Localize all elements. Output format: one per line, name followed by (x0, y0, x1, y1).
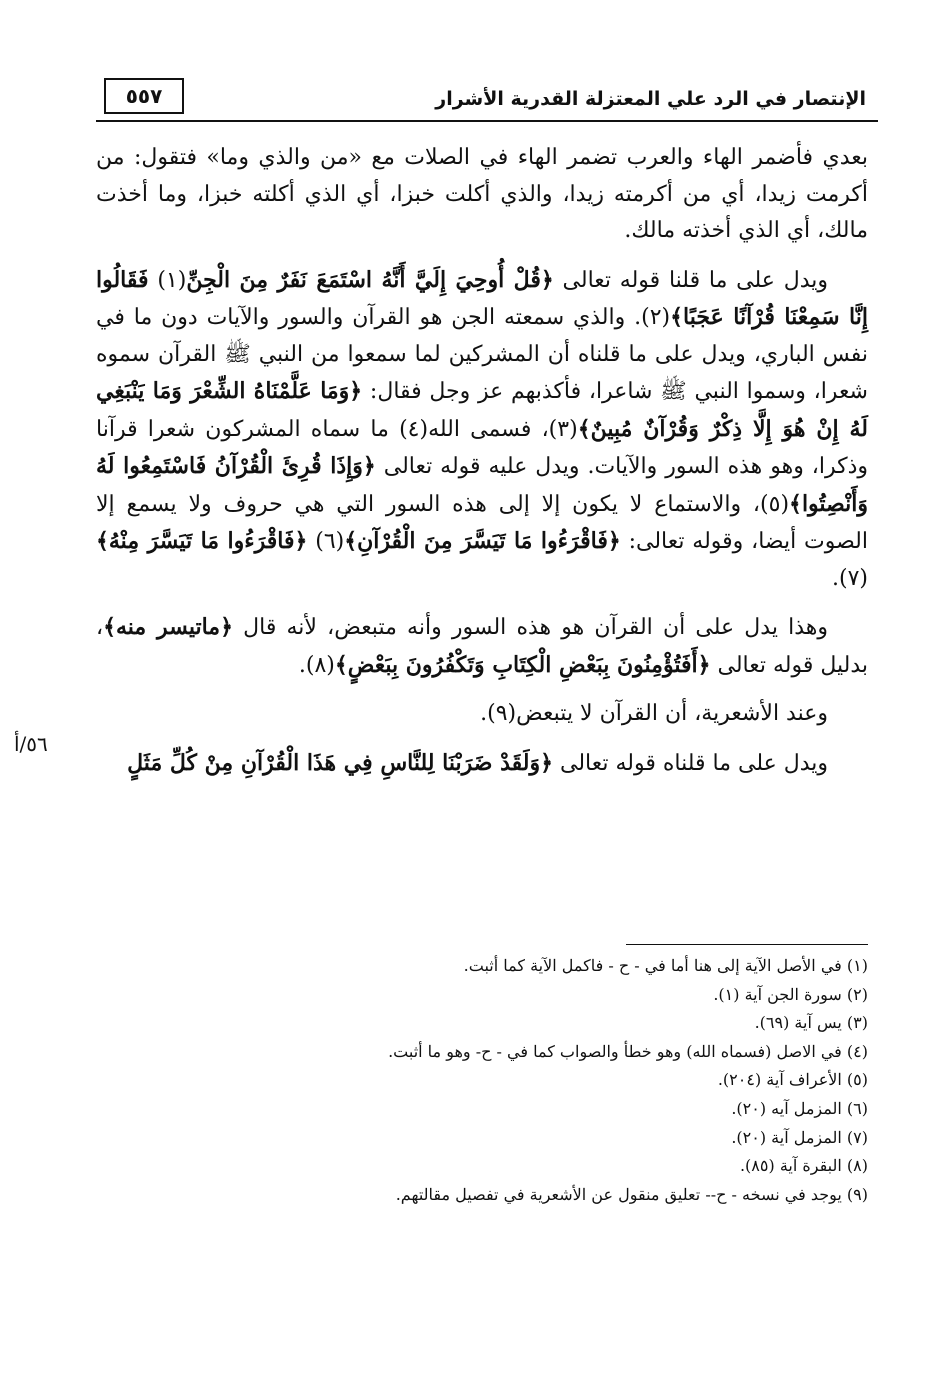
paragraph (96, 262, 868, 598)
header-rule (96, 120, 878, 122)
text-run: (٣)، فسمى الله(٤) ما سماه المشركون شعرا قرآنا وذكرا، وهو هذه السور والآيات. ويدل عليه قوله تعالى (96, 416, 868, 479)
footnote: (٢) سورة الجن آية (١). (713, 984, 868, 1004)
text-run: (٦) (307, 529, 345, 554)
running-header (96, 72, 878, 122)
main-text (96, 140, 868, 794)
footnote: (٧) المزمل آية (٢٠). (731, 1127, 868, 1147)
text-run: بعدي فأضمر الهاء والعرب تضمر الهاء في الصلات مع «من والذي وما» فتقول: من أكرمت زيدا، أي من أكرمته زيدا، والذي أكلت خبزا، أي الذي أكلته خبزا، وما أخذت مالك، أي الذي أخذته مالك. (96, 145, 868, 243)
quran-quote: ﴿ماتيسر منه﴾ (103, 614, 233, 640)
footnote: (٦) المزمل آيه (٢٠). (731, 1098, 868, 1118)
footnote: (٥) الأعراف آية (٢٠٤). (717, 1070, 868, 1090)
quran-quote: ﴿أَفَتُؤْمِنُونَ بِبَعْضِ الْكِتَابِ وَتَكْفُرُونَ بِبَعْضٍ﴾ (334, 651, 711, 678)
quran-quote: فَقَالُوا إِنَّا سَمِعْنَا قُرْآنًا عَجَبًا﴾ (96, 266, 868, 330)
text-run: ، بدليل قوله تعالى (96, 615, 868, 678)
quran-quote: ﴿قُلْ أُوحِيَ إِلَيَّ أَنَّهُ اسْتَمَعَ نَفَرٌ مِنَ الْجِنِّ (186, 266, 554, 293)
paragraph (96, 696, 868, 733)
footnote: (٤) في الاصل (فسماه الله) وهو خطأ والصواب كما في - ح- وهو ما أثبت. (388, 1041, 868, 1061)
text-run: (٥)، والاستماع لا يكون إلا إلى هذه السور التي هي حروف ولا يسمع إلا الصوت أيضا، وقوله تعالى: (96, 491, 869, 554)
quran-quote: ﴿وَمَا عَلَّمْنَاهُ الشِّعْرَ وَمَا يَنْبَغِي لَهُ إِنْ هُوَ إِلَّا ذِكْرٌ وَقُرْآنٌ مُبِينٌ﴾ (96, 378, 868, 442)
footnote-separator (626, 944, 868, 945)
text-run: ويدل على ما قلنا قوله تعالى (553, 267, 828, 293)
quran-quote: ﴿وَإِذَا قُرِئَ الْقُرْآنُ فَاسْتَمِعُوا لَهُ وَأَنْصِتُوا﴾ (96, 453, 868, 517)
footnote: (٨) البقرة آية (٨٥). (739, 1156, 868, 1176)
footnote: (٩) يوجد في نسخه - ح-- تعليق منقول عن الأشعرية في تفصيل مقالتهم. (395, 1184, 868, 1204)
footnotes (150, 952, 868, 1209)
text-run: (٨). (298, 652, 335, 678)
quran-quote: ﴿وَلَقَدْ ضَرَبْنَا لِلنَّاسِ فِي هَذَا الْقُرْآنِ مِنْ كُلِّ مَثَلٍ (127, 749, 553, 776)
margin-folio-note: ٥٦/أ (14, 732, 48, 756)
footnote: (١) في الأصل الآية إلى هنا أما في - ح - فاكمل الآية كما أثبت. (463, 956, 868, 975)
book-title: الإنتصار في الرد علي المعتزلة القدرية الأشرار (435, 88, 866, 110)
text-run: (٢). والذي سمعته الجن هو القرآن والسور والآيات دون ما في نفس الباري، ويدل على ما قلناه أن المشركين لما سمعوا من النبي ﷺ القرآن سموه شعرا، وسموا النبي ﷺ شاعرا، فأكذبهم عز وجل فقال: (96, 305, 868, 404)
text-run: وهذا يدل على أن القرآن هو هذه السور وأنه متبعض، لأنه قال (232, 615, 829, 640)
text-run: ويدل على ما قلناه قوله تعالى (553, 750, 828, 776)
text-run: (١) (148, 267, 187, 293)
paragraph (96, 140, 868, 250)
quran-quote: ﴿فَاقْرَءُوا مَا تَيَسَّرَ مِنَ الْقُرْآنِ﴾ (344, 528, 621, 554)
text-run: وعند الأشعرية، أن القرآن لا يتبعض(٩). (480, 701, 828, 726)
paragraph (96, 745, 868, 783)
text-run: (٧). (832, 565, 868, 591)
footnote: (٣) يس آية (٦٩). (754, 1013, 868, 1033)
quran-quote: ﴿فَاقْرَءُوا مَا تَيَسَّرَ مِنْهُ﴾ (96, 528, 308, 554)
page-number: ٥٥٧ (104, 78, 184, 114)
paragraph (96, 609, 868, 684)
